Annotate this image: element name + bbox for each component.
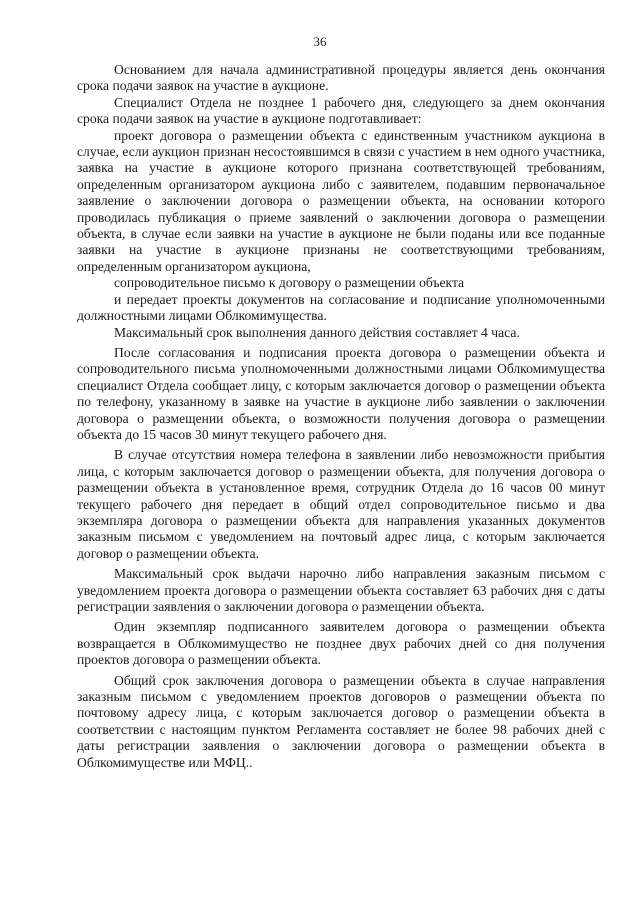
paragraph: Один экземпляр подписанного заявителем договора о размещении объекта возвращается в Облкомимущество не позднее двух рабочих дней со дня получения проектов договора о размещении объекта.: [77, 619, 605, 668]
paragraph: Максимальный срок выполнения данного действия составляет 4 часа.: [114, 324, 520, 340]
paragraph: Общий срок заключения договора о размещении объекта в случае направления заказным письмом с уведомлением проектов договоров о размещении объекта по почтовому адресу лица, с которым заключается договор о размещении объекта в соответствии с настоящим пунктом Регламента составляет не более 98 рабочих дней с даты регистрации заявления о заключении договора о размещении объекта в Облкомимуществе или МФЦ..: [77, 672, 605, 770]
document-body: [77, 62, 605, 771]
paragraph: В случае отсутствия номера телефона в заявлении либо невозможности прибытия лица, с которым заключается договор о размещении объекта, для получения договора о размещении объекта в установленное время, сотрудник Отдела до 16 часов 00 минут текущего рабочего дня передает в общий отдел сопроводительное письмо и два экземпляра договора о размещении объекта для направления указанных документов заказным письмом с уведомлением на почтовый адрес лица, с которым заключается договор о размещении объекта.: [77, 447, 605, 561]
paragraph: Специалист Отдела не позднее 1 рабочего дня, следующего за днем окончания срока подачи заявок на участие в аукционе подготавливает:: [77, 94, 605, 127]
paragraph: После согласования и подписания проекта договора о размещении объекта и сопроводительного письма уполномоченными должностными лицами Облкомимущества специалист Отдела сообщает лицу, с которым заключается договор о размещении объекта по телефону, указанному в заявке на участие в аукционе либо заявлении о заключении договора о размещении объекта, о возможности получения договора о размещении объекта до 15 часов 30 минут текущего рабочего дня.: [77, 344, 605, 442]
paragraph: Основанием для начала административной процедуры является день окончания срока подачи заявок на участие в аукционе.: [77, 62, 605, 94]
page-number: 36: [313, 34, 327, 49]
paragraph: проект договора о размещении объекта с единственным участником аукциона в случае, если аукцион признан несостоявшимся в связи с участием в нем одного участника, заявка на участие в аукционе которого признана соответствующей требованиям, определенным организатором аукциона либо с заявителем, подавшим первоначальное заявление о заключении договора о размещении объекта, на основании которого проводилась публикация о приеме заявлений о заключении договора о размещении объекта, в случае если заявки на участие в аукционе не были поданы или все поданные заявки на участие в аукционе признаны не соответствующими требованиям, определенным организатором аукциона,: [77, 127, 605, 274]
paragraph: Максимальный срок выдачи нарочно либо направления заказным письмом с уведомлением проекта договора о размещении объекта составляет 63 рабочих дня с даты регистрации заявления о заключении договора о размещении объекта.: [77, 566, 605, 614]
paragraph: сопроводительное письмо к договору о размещении объекта: [114, 275, 465, 291]
paragraph: и передает проекты документов на согласование и подписание уполномоченными должностными лицами Облкомимущества.: [77, 291, 605, 324]
